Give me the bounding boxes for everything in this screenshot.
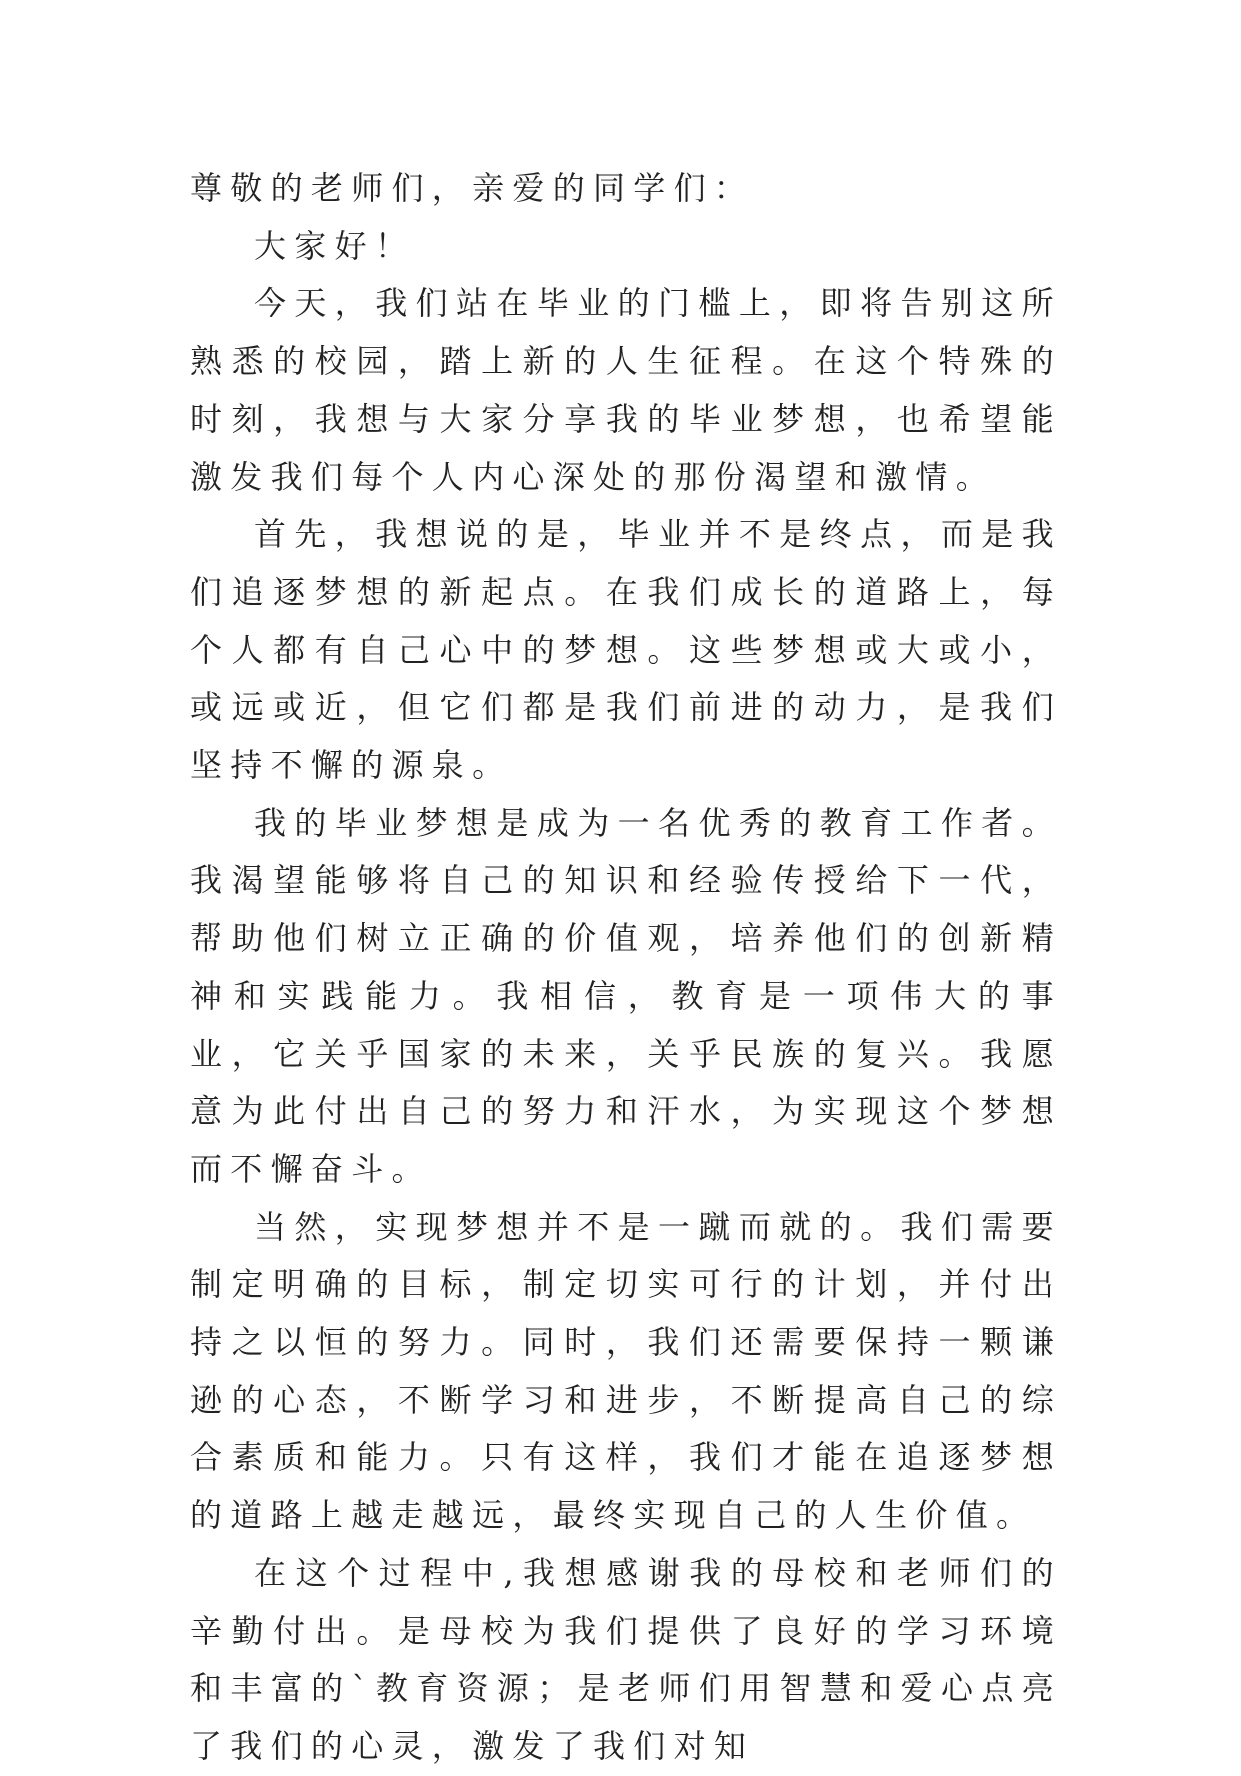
salutation: 尊敬的老师们，亲爱的同学们： — [190, 169, 755, 207]
paragraph: 我的毕业梦想是成为一名优秀的教育工作者。我渴望能够将自己的知识和经验传授给下一代，帮助他们树立正确的价值观，培养他们的创新精神和实践能力。我相信，教育是一项伟大的事业，它关乎国家的未来，关乎民族的复兴。我愿意为此付出自己的努力和汗水，为实现这个梦想而不懈奋斗。 — [190, 803, 1062, 1188]
paragraph: 今天，我们站在毕业的门槛上，即将告别这所熟悉的校园，踏上新的人生征程。在这个特殊的时刻，我想与大家分享我的毕业梦想，也希望能激发我们每个人内心深处的那份渴望和激情。 — [190, 284, 1062, 496]
speech-body — [190, 160, 1062, 1776]
greeting: 大家好！ — [254, 226, 416, 265]
paragraph: 在这个过程中,我想感谢我的母校和老师们的辛勤付出。是母校为我们提供了良好的学习环境和丰富的`教育资源；是老师们用智慧和爱心点亮了我们的心灵，激发了我们对知 — [190, 1553, 1062, 1765]
paragraph: 当然，实现梦想并不是一蹴而就的。我们需要制定明确的目标，制定切实可行的计划，并付出持之以恒的努力。同时，我们还需要保持一颗谦逊的心态，不断学习和进步，不断提高自己的综合素质和能力。只有这样，我们才能在追逐梦想的道路上越走越远，最终实现自己的人生价值。 — [190, 1207, 1062, 1535]
paragraph: 首先，我想说的是，毕业并不是终点，而是我们追逐梦想的新起点。在我们成长的道路上，每个人都有自己心中的梦想。这些梦想或大或小，或远或近，但它们都是我们前进的动力，是我们坚持不懈的源泉。 — [190, 515, 1062, 785]
